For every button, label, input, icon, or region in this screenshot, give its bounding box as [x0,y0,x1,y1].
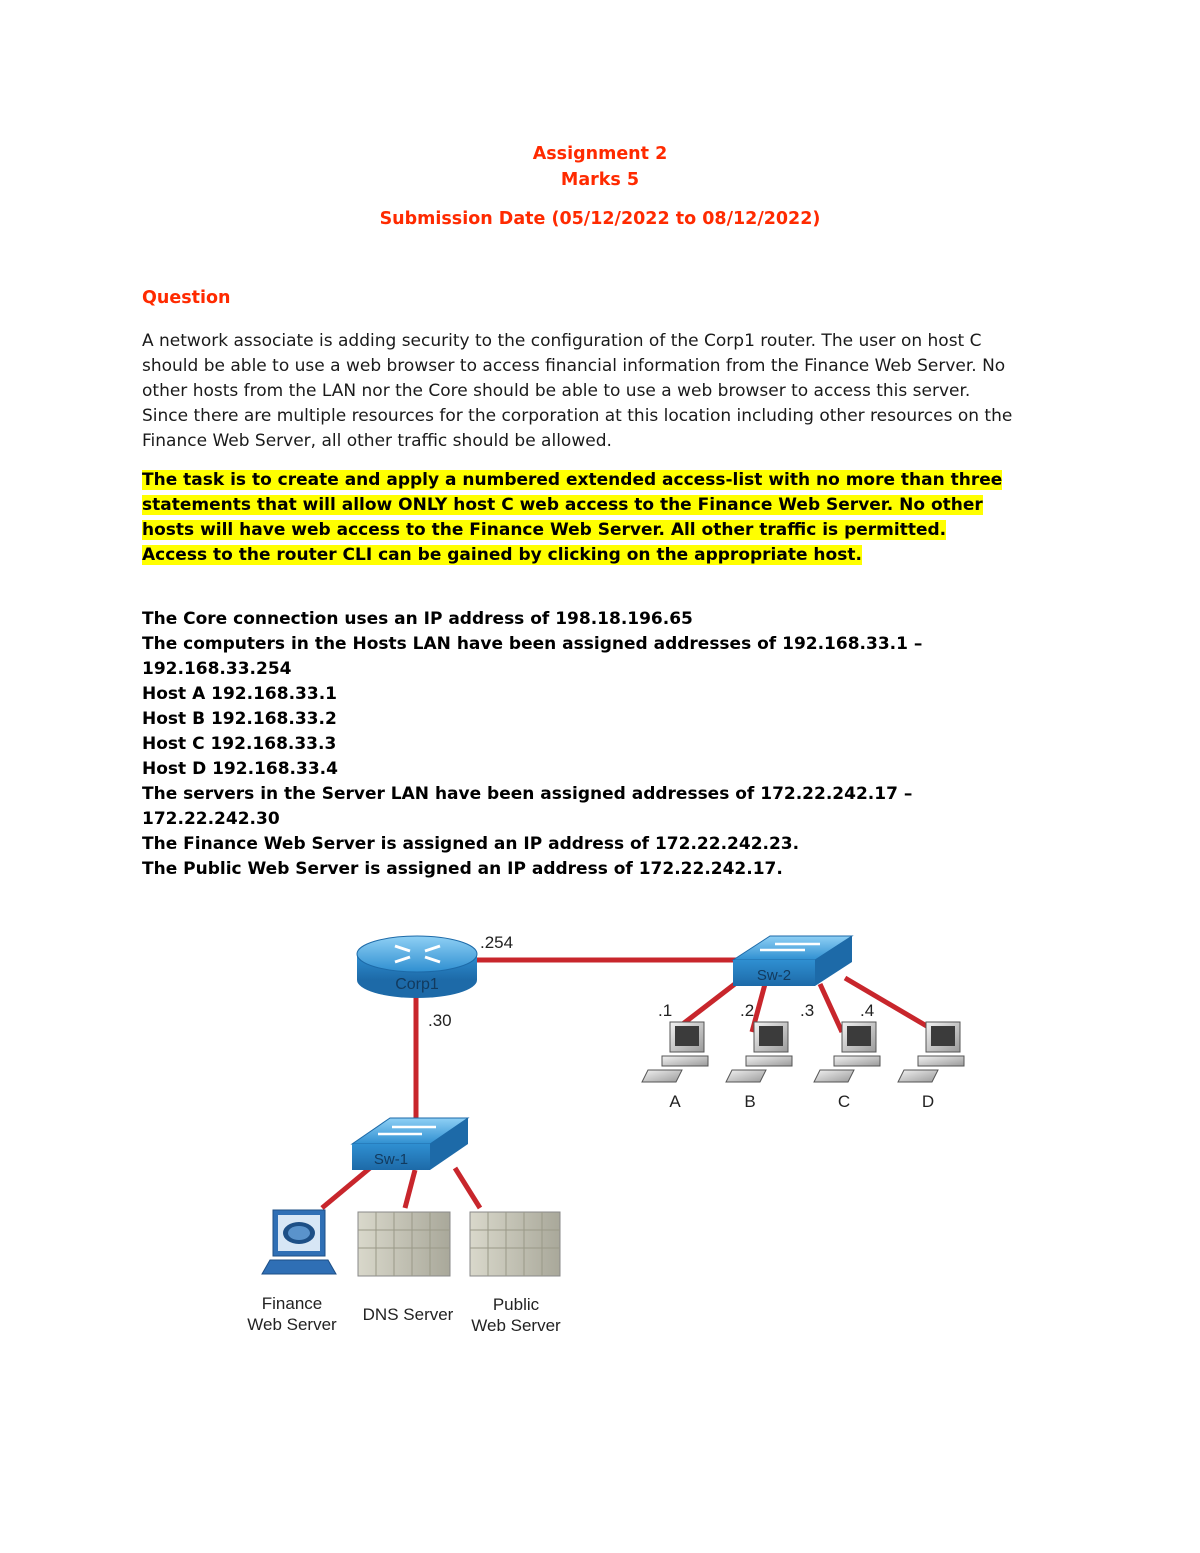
task-line: statements that will allow ONLY host C web access to the Finance Web Server. No other [142,495,983,515]
network-diagram [230,918,990,1348]
fact-line: The Core connection uses an IP address of 198.18.196.65 [142,609,693,629]
host-a-label: A [669,1092,681,1111]
host-c-label: C [837,1092,851,1111]
router-sw2-address: .254 [480,933,514,952]
addressing-facts [142,607,1072,882]
assignment-title: Assignment 2 [532,144,668,164]
host-d-address: .4 [860,1001,875,1020]
host-c-address: .3 [800,1001,815,1020]
fact-line: Host B 192.168.33.2 [142,709,337,729]
switch-sw1-icon [352,1118,468,1170]
host-a-address: .1 [658,1001,673,1020]
sw1-label: Sw-1 [373,1151,409,1168]
intro-line: Since there are multiple resources for the corporation at this location including other resources on the [142,406,1013,426]
intro-line: should be able to use a web browser to access financial information from the Finance Web Server. No [142,356,1006,376]
router-sw1-address: .30 [428,1011,452,1030]
dns-server-label: DNS Server [362,1305,454,1324]
fact-line: The computers in the Hosts LAN have been assigned addresses of 192.168.33.1 – [142,634,923,654]
task-line: The task is to create and apply a numbered extended access-list with no more than three [142,470,1003,490]
task-line: hosts will have web access to the Finance Web Server. All other traffic is permitted. [142,520,947,540]
dns-server-icon [358,1212,450,1276]
link-sw1-dns [405,1170,415,1208]
task-line: Access to the router CLI can be gained by clicking on the appropriate host. [142,545,862,565]
finance-label-line1: Finance [261,1294,323,1313]
host-d-label: D [921,1092,935,1111]
link-sw2-host-d [845,978,930,1028]
intro-line: Finance Web Server, all other traffic should be allowed. [142,431,612,451]
fact-line: The servers in the Server LAN have been assigned addresses of 172.22.242.17 – [142,784,913,804]
fact-line: The Finance Web Server is assigned an IP address of 172.22.242.23. [142,834,800,854]
fact-line: 172.22.242.30 [142,809,280,829]
task-paragraph [142,468,1072,568]
host-c-computer-icon[interactable] [814,1022,880,1082]
question-paragraph [142,329,1072,454]
host-b-label: B [744,1092,756,1111]
finance-label-line2: Web Server [247,1315,337,1334]
public-label-line2: Web Server [471,1316,561,1335]
public-label-line1: Public [492,1295,540,1314]
link-sw1-finance [322,1168,370,1208]
sw2-label: Sw-2 [756,967,792,984]
host-b-address: .2 [740,1001,755,1020]
router-label: Corp1 [395,976,439,993]
intro-line: A network associate is adding security to the configuration of the Corp1 router. The user on host C [142,331,982,351]
host-b-computer-icon[interactable] [726,1022,792,1082]
switch-sw2-icon [733,936,852,986]
marks-line: Marks 5 [560,170,640,190]
public-web-server-icon [470,1212,560,1276]
link-sw1-public [455,1168,480,1208]
fact-line: 192.168.33.254 [142,659,292,679]
fact-line: Host C 192.168.33.3 [142,734,337,754]
host-d-computer-icon[interactable] [898,1022,964,1082]
host-a-computer-icon[interactable] [642,1022,708,1082]
intro-line: other hosts from the LAN nor the Core should be able to use a web browser to access this server. [142,381,971,401]
finance-web-server-icon [262,1210,336,1274]
fact-line: Host D 192.168.33.4 [142,759,338,779]
link-sw2-host-c [820,984,842,1032]
question-heading: Question [142,288,231,308]
submission-date: Submission Date (05/12/2022 to 08/12/2022) [379,209,821,229]
fact-line: The Public Web Server is assigned an IP address of 172.22.242.17. [142,859,783,879]
fact-line: Host A 192.168.33.1 [142,684,337,704]
